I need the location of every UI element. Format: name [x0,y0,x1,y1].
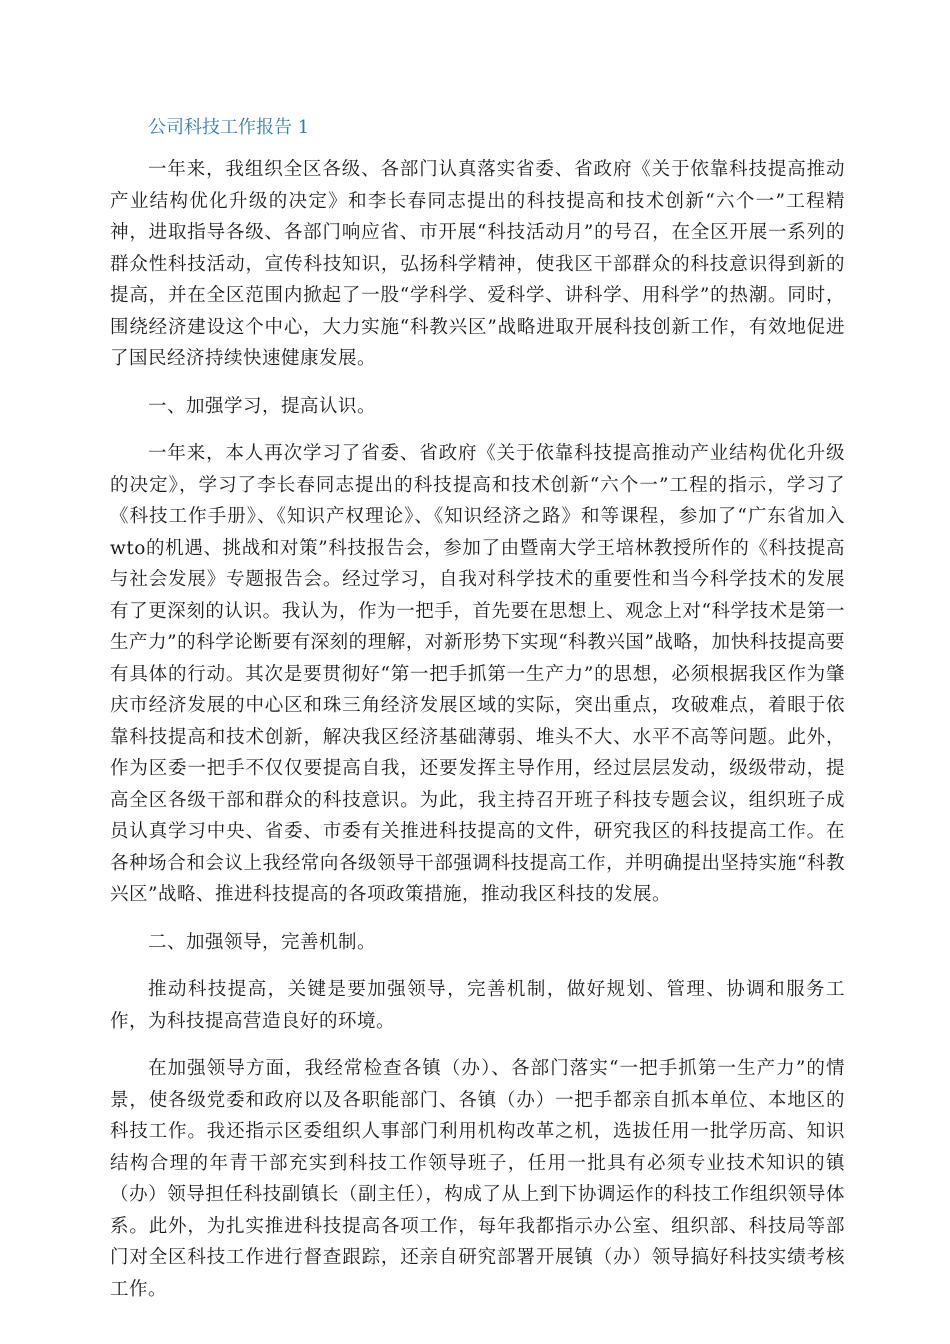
paragraph-intro: 一年来，我组织全区各级、各部门认真落实省委、省政府《关于依靠科技提高推动产业结构优化升级的决定》和李长春同志提出的科技提高和技术创新“六个一”工程精神，进取指导各级、各部门响应省、市开展“科技活动月”的号召，在全区开展一系列的群众性科技活动，宣传科技知识，弘扬科学精神，使我区干部群众的科技意识得到新的提高，并在全区范围内掀起了一股“学科学、爱科学、讲科学、用科学”的热潮。同时，围绕经济建设这个中心，大力实施“科教兴区”战略进取开展科技创新工作，有效地促进了国民经济持续快速健康发展。 [110,159,845,369]
paragraph-study: 一年来，本人再次学习了省委、省政府《关于依靠科技提高推动产业结构优化升级的决定》，学习了李长春同志提出的科技提高和技术创新“六个一”工程的指示，学习了《科技工作手册》、《知识产权理论》、《知识经济之路》和等课程，参加了“广东省加入wto的机遇、挑战和对策”科技报告会，参加了由暨南大学王培林教授所作的《科技提高与社会发展》专题报告会。经过学习，自我对科学技术的重要性和当今科学技术的发展有了更深刻的认识。我认为，作为一把手，首先要在思想上、观念上对“科学技术是第一生产力”的科学论断要有深刻的理解，对新形势下实现“科教兴国”战略，加快科技提高要有具体的行动。其次是要贯彻好“第一把手抓第一生产力”的思想，必须根据我区作为肇庆市经济发展的中心区和珠三角经济发展区域的实际，突出重点，攻破难点，着眼于依靠科技提高和技术创新，解决我区经济基础薄弱、堆头不大、水平不高等问题。此外，作为区委一把手不仅仅要提高自我，还要发挥主导作用，经过层层发动，级级带动，提高全区各级干部和群众的科技意识。为此，我主持召开班子科技专题会议，组织班子成员认真学习中央、省委、市委有关推进科技提高的文件，研究我区的科技提高工作。在各种场合和会议上我经常向各级领导干部强调科技提高工作，并明确提出坚持实施“科教兴区”战略、推进科技提高的各项政策措施，推动我区科技的发展。 [110,443,845,905]
document-page [110,112,845,1321]
paragraph-leadership-detail: 在加强领导方面，我经常检查各镇（办）、各部门落实“一把手抓第一生产力”的情景，使各级党委和政府以及各职能部门、各镇（办）一把手都亲自抓本单位、本地区的科技工作。我还指示区委组织人事部门利用机构改革之机，选拔任用一批学历高、知识结构合理的年青干部充实到科技工作领导班子，任用一批具有必须专业技术知识的镇（办）领导担任科技副镇长（副主任），构成了从上到下协调运作的科技工作组织领导体系。此外，为扎实推进科技提高各项工作，每年我都指示办公室、组织部、科技局等部门对全区科技工作进行督查跟踪，还亲自研究部署开展镇（办）领导搞好科技实绩考核工作。 [110,1058,845,1300]
section-heading-1: 一、加强学习，提高认识。 [148,395,377,417]
paragraph-leadership-intro: 推动科技提高，关键是要加强领导，完善机制，做好规划、管理、协调和服务工作，为科技提高营造良好的环境。 [110,979,845,1032]
section-heading-2: 二、加强领导，完善机制。 [148,931,377,953]
document-title: 公司科技工作报告 1 [148,117,310,138]
